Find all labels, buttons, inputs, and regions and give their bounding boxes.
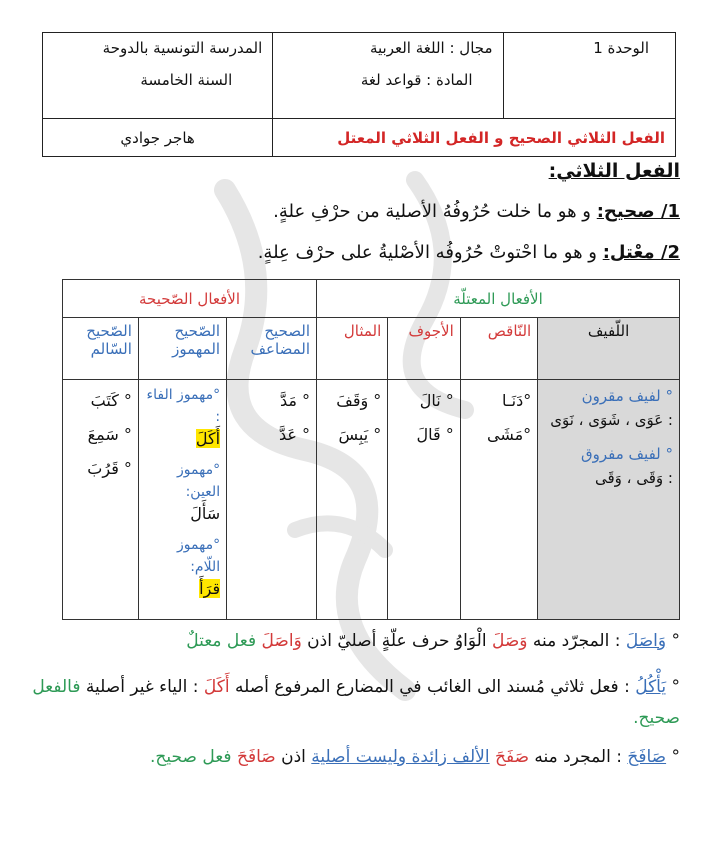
col-header-lafif: اللّفيف	[538, 318, 680, 380]
lesson-title-cell	[273, 119, 676, 157]
lafif-maqroun-label: ° لفيف مقرون	[581, 387, 673, 405]
example-1-term: وَاصَلَ	[625, 631, 667, 651]
grade-level: السنة الخامسة	[140, 71, 233, 89]
example-3-term-repeat: صَافَحَ	[236, 747, 276, 767]
naqis-cell	[460, 380, 537, 620]
example-2-verdict: فالفعل صحيح.	[32, 677, 680, 728]
naqis-example: °دَنَـا	[502, 391, 532, 410]
mahmouz-lam-example: قرَأَ	[199, 579, 221, 598]
salim-example: ° سَمِعَ	[87, 425, 132, 444]
col-header-mahmouz: الصّحيح المهموز	[138, 318, 226, 380]
definition-sahih-text: و هو ما خلت حُرُوفُهُ الأصلية من حرْفِ علةٍ.	[273, 201, 597, 222]
col-header-mithal: المثال	[317, 318, 388, 380]
salim-example: ° قَرُبَ	[87, 459, 132, 478]
lafif-cell	[538, 380, 680, 620]
col-header-salim: الصّحيح السّالم	[63, 318, 139, 380]
lafif-mafrouq-examples: : وَقَى ، وَقَى	[594, 469, 673, 487]
lesson-title: الفعل الثلاثي الصحيح و الفعل الثلاثي المعتل	[337, 128, 665, 147]
verb-classification-table	[62, 279, 680, 620]
example-1-root: وَصَلَ	[491, 631, 528, 651]
ajwaf-example: ° قَالَ	[416, 425, 454, 444]
group-header-moatal: الأفعال المعتلّة	[317, 280, 680, 318]
moudhaaf-example: ° مَدَّ	[279, 391, 310, 410]
mithal-cell	[317, 380, 388, 620]
domain-label: مجال : اللغة العربية	[369, 39, 493, 57]
mahmouz-fa-label: °مهموز الفاء :	[146, 387, 221, 425]
definition-sahih-label: 1/ صحيح:	[596, 201, 680, 222]
ajwaf-cell	[388, 380, 460, 620]
col-header-ajwaf: الأجوف	[388, 318, 460, 380]
teacher-name: هاجر جوادي	[120, 128, 195, 147]
col-header-moudhaaf: الصحيح المضاعف	[227, 318, 317, 380]
teacher-cell	[43, 119, 273, 157]
example-2-root: أَكَلَ	[203, 677, 230, 697]
mahmouz-ain-label: °مهموز العين:	[177, 462, 221, 500]
group-header-sahih: الأفعال الصّحيحة	[63, 280, 317, 318]
mahmouz-lam-label: °مهموز اللّام:	[177, 537, 221, 575]
header-table	[42, 32, 676, 157]
school-cell	[43, 33, 273, 119]
example-3-root: صَفَحَ	[495, 747, 530, 767]
unit-cell	[503, 33, 676, 119]
example-1-term-repeat: وَاصَلَ	[261, 631, 302, 651]
salim-example: ° كَتَبَ	[90, 391, 132, 410]
example-2: ° يَأْكُلُ : فعل ثلاثي مُسند الى الغائب في المضارع المرفوع أصله أَكَلَ : الياء غير أصلية فالفعل صحيح.	[32, 677, 680, 728]
mahmouz-fa-example: أَكَلَ	[195, 429, 221, 448]
example-3-underlined-note: الألف زائدة وليست أصلية	[311, 747, 490, 767]
definition-sahih	[24, 201, 680, 222]
subject-label: المادة : قواعد لغة	[360, 71, 473, 89]
example-3-term: صَافَحَ	[627, 747, 667, 767]
col-header-naqis: النّاقص	[460, 318, 537, 380]
mahmouz-cell	[138, 380, 226, 620]
definition-moatal	[24, 242, 680, 263]
example-1-verdict: فعل معتلٌ	[186, 631, 262, 651]
definition-moatal-label: 2/ معْتل:	[602, 242, 680, 263]
lafif-maqroun-examples: : عَوَى ، شَوَى ، نَوَى	[550, 411, 673, 429]
lafif-mafrouq-label: ° لفيف مفروق	[580, 445, 673, 463]
definition-moatal-text: و هو ما احْتوتْ حُرُوفُه الأصْليةُ على حرْف عِلةٍ.	[257, 242, 603, 263]
moudhaaf-cell	[227, 380, 317, 620]
mahmouz-ain-example: سَأَلَ	[190, 504, 221, 523]
mithal-example: ° يَبِسَ	[338, 425, 382, 444]
example-3-verdict: فعل صحيح.	[150, 747, 237, 767]
domain-cell	[273, 33, 503, 119]
moudhaaf-example: ° عَدَّ	[278, 425, 310, 444]
ajwaf-example: ° نَالَ	[419, 391, 454, 410]
school-name: المدرسة التونسية بالدوحة	[102, 39, 263, 57]
example-2-term: يَأْكُلُ	[635, 677, 667, 697]
salim-cell	[63, 380, 139, 620]
section-title: الفعل الثلاثي:	[548, 160, 680, 182]
naqis-example: °مَشَى	[487, 425, 532, 444]
mithal-example: ° وَقَفَ	[336, 391, 382, 410]
example-1: ° وَاصَلَ : المجرّد منه وَصَلَ الْوَاوُ حرف علّةٍ أصليّ اذن وَاصَلَ فعل معتلٌ	[186, 631, 680, 651]
unit-label: الوحدة 1	[593, 39, 649, 57]
example-3: ° صَافَحَ : المجرد منه صَفَحَ الألف زائدة وليست أصلية اذن صَافَحَ فعل صحيح.	[150, 747, 680, 767]
